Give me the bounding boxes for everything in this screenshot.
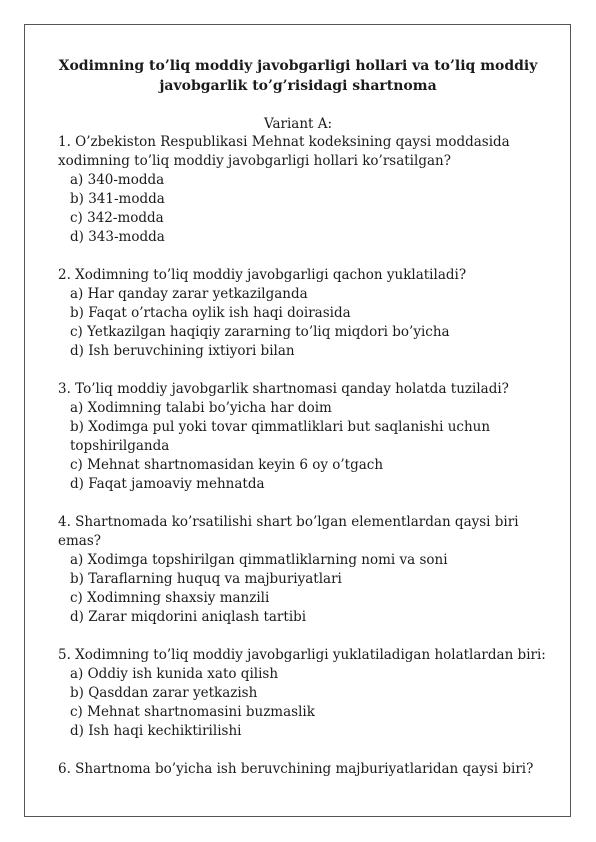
option-c: c) Yetkazilgan haqiqiy zararning to’liq miqdori bo’yicha: [70, 324, 450, 340]
question-4: [58, 513, 546, 627]
question-text: 2. Xodimning to’liq moddiy javobgarligi qachon yuklatiladi?: [58, 267, 467, 283]
question-list: [58, 133, 546, 779]
option-d: d) Ish haqi kechiktirilishi: [70, 723, 242, 739]
question-text: 6. Shartnoma bo’yicha ish beruvchining majburiyatlaridan qaysi biri?: [58, 761, 534, 777]
option-d: d) Zarar miqdorini aniqlash tartibi: [70, 609, 307, 625]
option-d: d) 343-modda: [70, 229, 165, 245]
variant-label: Variant A:: [263, 116, 333, 132]
option-b: b) Taraflarning huquq va majburiyatlari: [70, 571, 342, 587]
option-a: a) Xodimga topshirilgan qimmatliklarning nomi va soni: [70, 552, 448, 568]
option-d: d) Ish beruvchining ixtiyori bilan: [70, 343, 295, 359]
question-text: 5. Xodimning to’liq moddiy javobgarligi yuklatiladigan holatlardan biri:: [58, 647, 546, 663]
option-b: b) Qasddan zarar yetkazish: [70, 685, 258, 701]
option-c: c) Mehnat shartnomasidan keyin 6 oy o’tgach: [70, 457, 384, 473]
option-c: c) 342-modda: [70, 210, 164, 226]
question-1: [58, 133, 546, 247]
option-b: b) Faqat o’rtacha oylik ish haqi doirasida: [70, 305, 351, 321]
option-a: a) Oddiy ish kunida xato qilish: [70, 666, 279, 682]
option-d: d) Faqat jamoaviy mehnatda: [70, 476, 265, 492]
question-5: [58, 646, 546, 741]
question-text: 3. To’liq moddiy javobgarlik shartnomasi qanday holatda tuziladi?: [58, 381, 509, 397]
option-c: c) Mehnat shartnomasini buzmaslik: [70, 704, 315, 720]
question-6: [58, 760, 546, 779]
question-text: 1. O’zbekiston Respublikasi Mehnat kodeksining qaysi moddasida xodimning to’liq moddiy javobgarligi hollari ko’rsatilgan?: [58, 134, 510, 169]
question-2: [58, 266, 546, 361]
option-c: c) Xodimning shaxsiy manzili: [70, 590, 270, 606]
option-a: a) Har qanday zarar yetkazilganda: [70, 286, 308, 302]
option-a: a) Xodimning talabi bo’yicha har doim: [70, 400, 332, 416]
option-b: b) Xodimga pul yoki tovar qimmatliklari but saqlanishi uchun topshirilganda: [70, 419, 491, 454]
option-b: b) 341-modda: [70, 191, 165, 207]
option-a: a) 340-modda: [70, 172, 165, 188]
question-text: 4. Shartnomada ko’rsatilishi shart bo’lgan elementlardan qaysi biri emas?: [58, 514, 519, 549]
question-3: [58, 380, 546, 494]
document-title: Xodimning to’liq moddiy javobgarligi hollari va to’liq moddiy javobgarlik to’g’risidagi shartnoma: [58, 58, 538, 94]
